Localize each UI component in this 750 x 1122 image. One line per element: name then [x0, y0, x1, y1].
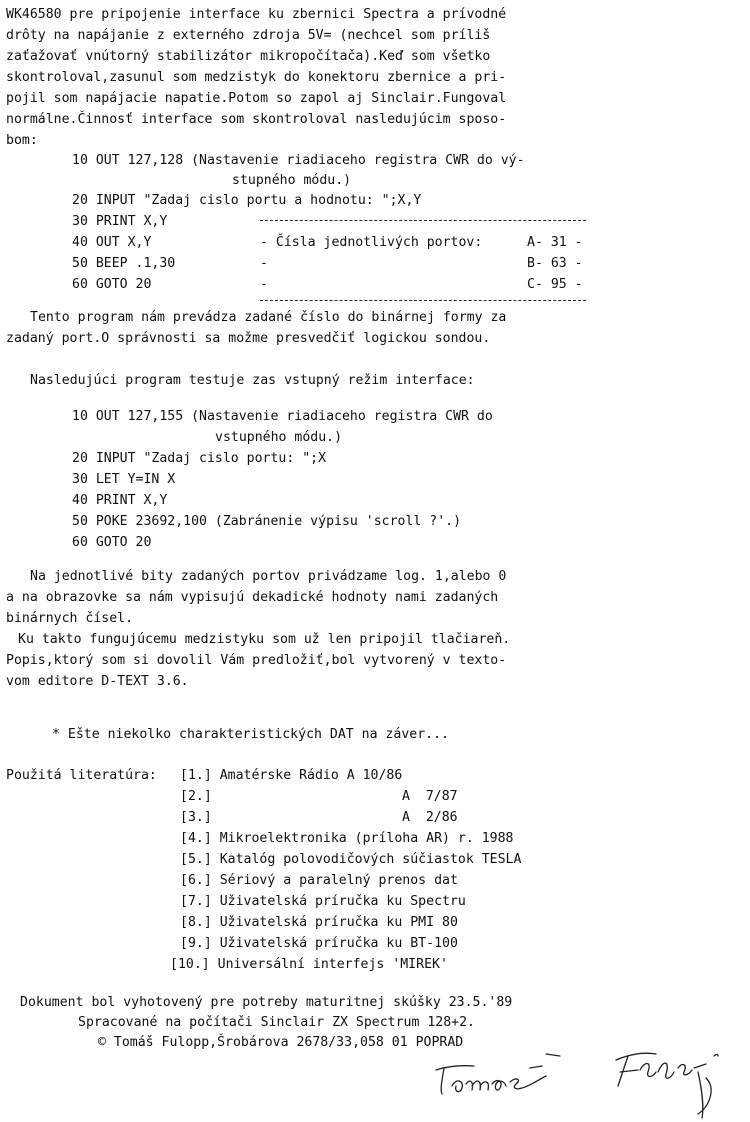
literature-item-5: [5.] Katalóg polovodičových súčiastok TESLA: [180, 852, 522, 867]
program1-line-30: 30 PRINT X,Y: [72, 214, 168, 229]
intro-line-3: zaťažovať vnútorný stabilizátor mikropočítača).Keď som všetko: [6, 49, 491, 64]
literature-item-2-value: A 7/87: [402, 789, 458, 804]
para2-line-2: zadaný port.O správnosti sa možme presvedčiť logickou sondou.: [6, 331, 491, 346]
program2-line-10-cont: vstupného módu.): [215, 430, 343, 445]
intro-line-5: pojil som napájacie napatie.Potom so zapol aj Sinclair.Fungoval: [6, 91, 507, 106]
literature-item-3-value: A 2/86: [402, 810, 458, 825]
literature-item-4: [4.] Mikroelektronika (príloha AR) r. 1988: [180, 831, 514, 846]
program2-line-50: 50 POKE 23692,100 (Zabránenie výpisu 'scroll ?'.): [72, 514, 462, 529]
intro-line-6: normálne.Činnosť interface som skontroloval nasledujúcim sposo-: [6, 112, 507, 127]
program1-line-10-cont: stupného módu.): [232, 173, 352, 188]
program1-line-20: 20 INPUT "Zadaj cislo portu a hodnotu: ";X,Y: [72, 193, 422, 208]
ports-table-bottom-rule: [260, 300, 586, 301]
ports-row-a: A- 31 -: [527, 235, 583, 250]
literature-item-3: [3.]: [180, 810, 212, 825]
intro-line-7: bom:: [6, 133, 38, 148]
ports-row-c: C- 95 -: [527, 277, 583, 292]
ports-table-top-rule: [260, 220, 586, 221]
para4-line-1: Na jednotlivé bity zadaných portov privádzame log. 1,alebo 0: [30, 569, 507, 584]
intro-line-2: drôty na napájanie z externého zdroja 5V= (nechcel som príliš: [6, 28, 491, 43]
program2-line-30: 30 LET Y=IN X: [72, 472, 176, 487]
literature-item-8: [8.] Uživatelská príručka ku PMI 80: [180, 915, 458, 930]
program1-line-60: 60 GOTO 20: [72, 277, 152, 292]
program2-line-20: 20 INPUT "Zadaj cislo portu: ";X: [72, 451, 327, 466]
footer-line-3: © Tomáš Fulopp,Šrobárova 2678/33,058 01 POPRAD: [98, 1035, 464, 1050]
program2-line-60: 60 GOTO 20: [72, 535, 152, 550]
para4-line-4: Ku takto fungujúcemu medzistyku som už len pripojil tlačiareň.: [18, 632, 511, 647]
program2-line-10: 10 OUT 127,155 (Nastavenie riadiaceho registra CWR do: [72, 409, 493, 424]
literature-item-7: [7.] Uživatelská príručka ku Spectru: [180, 894, 466, 909]
closing-note: * Ešte niekolko charakteristických DAT na záver...: [52, 727, 449, 742]
footer-line-2: Spracované na počítači Sinclair ZX Spectrum 128+2.: [78, 1015, 475, 1030]
footer-line-1: Dokument bol vyhotovený pre potreby maturitnej skúšky 23.5.'89: [20, 995, 513, 1010]
literature-heading: Použitá literatúra:: [6, 768, 157, 783]
para2-line-1: Tento program nám prevádza zadané číslo do binárnej formy za: [30, 310, 507, 325]
literature-item-1: [1.] Amatérske Rádio A 10/86: [180, 768, 403, 783]
intro-line-1: WK46580 pre pripojenie interface ku zbernici Spectra a prívodné: [6, 7, 507, 22]
para4-line-6: vom editore D-TEXT 3.6.: [6, 674, 189, 689]
ports-row-b-dash: -: [260, 256, 268, 271]
para4-line-2: a na obrazovke sa nám vypisujú dekadické hodnoty nami zadaných: [6, 590, 499, 605]
ports-row-c-dash: -: [260, 277, 268, 292]
para4-line-3: binárnych čísel.: [6, 611, 134, 626]
literature-item-10: [10.] Universální interfejs 'MIREK': [170, 957, 448, 972]
signature: [430, 1028, 750, 1122]
ports-table-title: - Čísla jednotlivých portov:: [260, 235, 483, 250]
literature-item-2: [2.]: [180, 789, 212, 804]
ports-row-b: B- 63 -: [527, 256, 583, 271]
program1-line-50: 50 BEEP .1,30: [72, 256, 176, 271]
literature-item-6: [6.] Sériový a paralelný prenos dat: [180, 873, 458, 888]
program1-line-10: 10 OUT 127,128 (Nastavenie riadiaceho registra CWR do vý-: [72, 153, 525, 168]
para3-line: Nasledujúci program testuje zas vstupný režim interface:: [30, 373, 475, 388]
program2-line-40: 40 PRINT X,Y: [72, 493, 168, 508]
intro-line-4: skontroloval,zasunul som medzistyk do konektoru zbernice a pri-: [6, 70, 507, 85]
program1-line-40: 40 OUT X,Y: [72, 235, 152, 250]
literature-item-9: [9.] Uživatelská príručka ku BT-100: [180, 936, 458, 951]
para4-line-5: Popis,ktorý som si dovolil Vám predložiť,bol vytvorený v texto-: [6, 653, 507, 668]
